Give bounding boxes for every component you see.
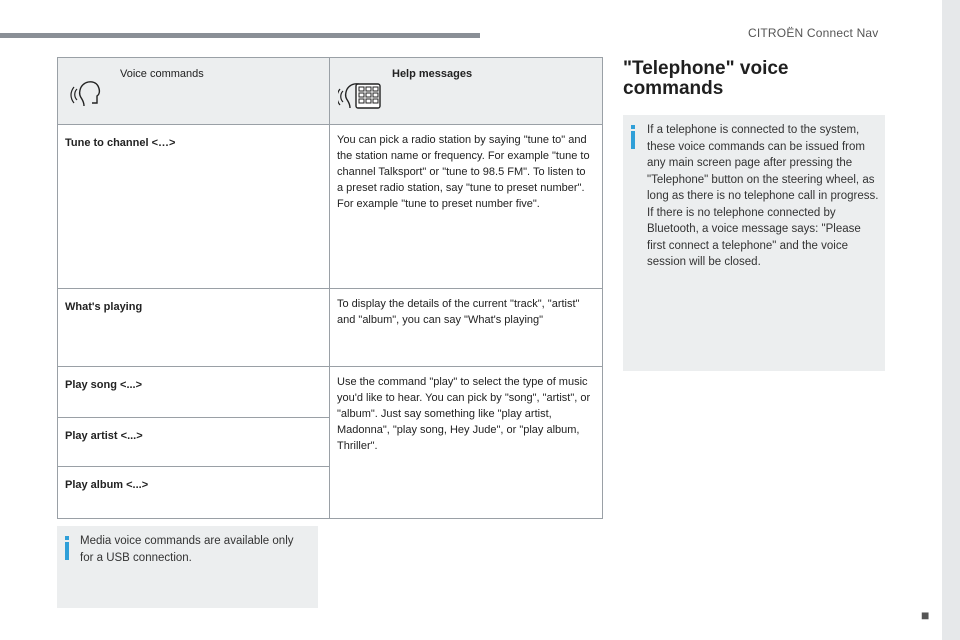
speaking-head-keypad-icon xyxy=(338,72,382,110)
help-cell: You can pick a radio station by saying "tune to" and the station name or frequency. For example "tune to channel Talksport" or "tune to 98.5 FM". To listen to a preset radio station, say "tune to preset number". For example "tune to preset number five". xyxy=(330,125,603,289)
table-row xyxy=(58,367,603,418)
telephone-section-title: "Telephone" voice commands xyxy=(623,58,789,99)
header-help-messages: Help messages xyxy=(392,68,473,80)
header-cell-voice-commands xyxy=(58,58,330,125)
command-cell: Play artist <...> xyxy=(58,418,330,467)
header-title: CITROËN Connect Nav xyxy=(748,26,879,40)
table-row xyxy=(58,289,603,367)
help-cell: To display the details of the current "track", "artist" and "album", you can say "What's playing" xyxy=(330,289,603,367)
speaking-head-icon xyxy=(70,72,104,108)
help-cell: Use the command "play" to select the type of music you'd like to hear. You can pick by "song", "artist", or "album". Just say something like "play artist, Madonna", "play song, Hey Jude", or "play album, Thriller". xyxy=(330,367,603,519)
info-icon xyxy=(631,125,635,129)
info-icon xyxy=(65,536,69,540)
media-note-text: Media voice commands are available only for a USB connection. xyxy=(80,535,294,564)
header-cell-help-messages xyxy=(330,58,603,125)
command-cell: Play song <...> xyxy=(58,367,330,418)
telephone-info-box xyxy=(623,115,885,371)
table-header-row xyxy=(58,58,603,125)
voice-commands-table xyxy=(57,57,603,519)
table-row xyxy=(58,125,603,289)
command-cell: Play album <...> xyxy=(58,467,330,519)
info-icon-bar xyxy=(65,542,69,560)
command-cell: Tune to channel <…> xyxy=(58,125,330,289)
media-info-box xyxy=(57,526,318,608)
side-strip xyxy=(942,0,960,640)
info-icon-bar xyxy=(631,131,635,149)
telephone-note-text: If a telephone is connected to the system, these voice commands can be issued from any main screen page after pressing the "Telephone" button on the steering wheel, as long as there is no telephone call in progress. If there is no telephone connected by Bluetooth, a voice message says: "Please first connect a telephone" and the voice session will be closed. xyxy=(647,124,879,268)
page-marker: ■ xyxy=(921,607,930,623)
header-voice-commands: Voice commands xyxy=(120,68,204,80)
top-rule xyxy=(0,33,480,38)
command-cell: What's playing xyxy=(58,289,330,367)
